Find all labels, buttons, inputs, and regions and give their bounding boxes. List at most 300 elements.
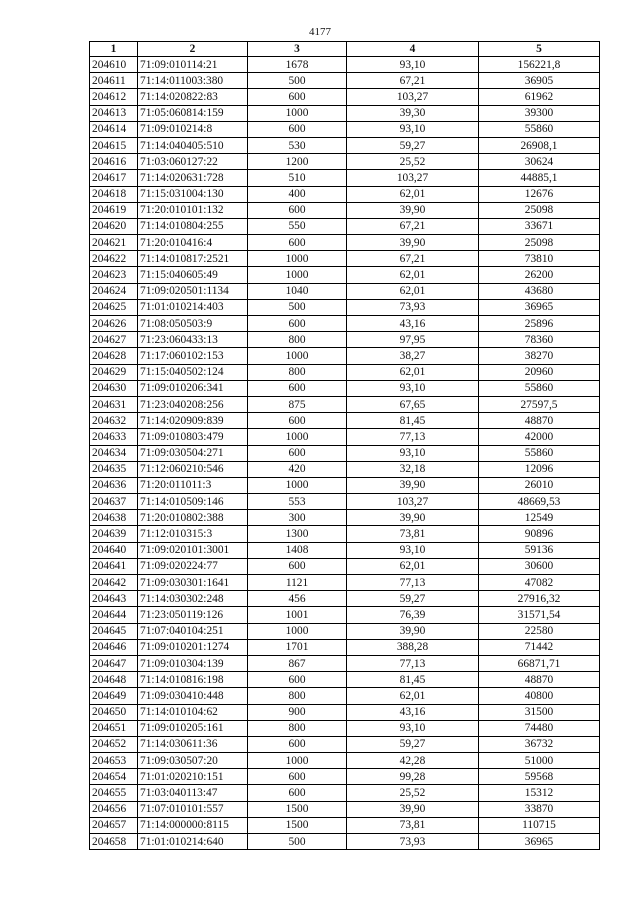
- rate-cell: 103,27: [347, 494, 479, 510]
- value-cell: 12096: [479, 461, 600, 477]
- cadastral-number-cell: 71:09:030504:271: [138, 445, 248, 461]
- rate-cell: 59,27: [347, 736, 479, 752]
- rate-cell: 93,10: [347, 121, 479, 137]
- value-cell: 26908,1: [479, 137, 600, 153]
- rate-cell: 67,21: [347, 251, 479, 267]
- table-row: [90, 607, 600, 623]
- value-cell: 25896: [479, 316, 600, 332]
- value-cell: 25098: [479, 235, 600, 251]
- area-cell: 600: [248, 121, 347, 137]
- value-cell: 44885,1: [479, 170, 600, 186]
- rate-cell: 73,93: [347, 834, 479, 850]
- table-row: [90, 688, 600, 704]
- table-row: [90, 445, 600, 461]
- area-cell: 1000: [248, 267, 347, 283]
- area-cell: 1200: [248, 154, 347, 170]
- rate-cell: 39,90: [347, 477, 479, 493]
- rate-cell: 76,39: [347, 607, 479, 623]
- value-cell: 36732: [479, 736, 600, 752]
- cadastral-number-cell: 71:20:010101:132: [138, 202, 248, 218]
- table-row: [90, 121, 600, 137]
- rate-cell: 93,10: [347, 720, 479, 736]
- record-number-cell: 204610: [90, 57, 138, 73]
- table-row: [90, 380, 600, 396]
- table-row: [90, 623, 600, 639]
- cadastral-number-cell: 71:09:010206:341: [138, 380, 248, 396]
- table-row: [90, 413, 600, 429]
- rate-cell: 77,13: [347, 429, 479, 445]
- value-cell: 22580: [479, 623, 600, 639]
- rate-cell: 81,45: [347, 413, 479, 429]
- cadastral-number-cell: 71:23:050119:126: [138, 607, 248, 623]
- column-header-4: 4: [347, 42, 479, 57]
- table-row: [90, 299, 600, 315]
- table-row: [90, 283, 600, 299]
- rate-cell: 39,90: [347, 623, 479, 639]
- cadastral-number-cell: 71:14:020822:83: [138, 89, 248, 105]
- rate-cell: 42,28: [347, 753, 479, 769]
- cadastral-number-cell: 71:09:020501:1134: [138, 283, 248, 299]
- value-cell: 12549: [479, 510, 600, 526]
- rate-cell: 39,90: [347, 801, 479, 817]
- rate-cell: 62,01: [347, 364, 479, 380]
- area-cell: 1000: [248, 105, 347, 121]
- table-row: [90, 639, 600, 655]
- value-cell: 90896: [479, 526, 600, 542]
- rate-cell: 62,01: [347, 283, 479, 299]
- value-cell: 27597,5: [479, 396, 600, 412]
- record-number-cell: 204611: [90, 73, 138, 89]
- area-cell: 600: [248, 413, 347, 429]
- record-number-cell: 204640: [90, 542, 138, 558]
- table-row: [90, 769, 600, 785]
- rate-cell: 62,01: [347, 186, 479, 202]
- value-cell: 38270: [479, 348, 600, 364]
- cadastral-number-cell: 71:09:030410:448: [138, 688, 248, 704]
- area-cell: 400: [248, 186, 347, 202]
- area-cell: 875: [248, 396, 347, 412]
- area-cell: 600: [248, 785, 347, 801]
- area-cell: 1300: [248, 526, 347, 542]
- area-cell: 420: [248, 461, 347, 477]
- cadastral-number-cell: 71:09:010201:1274: [138, 639, 248, 655]
- rate-cell: 43,16: [347, 316, 479, 332]
- table-row: [90, 461, 600, 477]
- column-header-2: 2: [138, 42, 248, 57]
- value-cell: 61962: [479, 89, 600, 105]
- area-cell: 600: [248, 558, 347, 574]
- table-row: [90, 396, 600, 412]
- rate-cell: 93,10: [347, 445, 479, 461]
- record-number-cell: 204612: [90, 89, 138, 105]
- record-number-cell: 204631: [90, 396, 138, 412]
- record-number-cell: 204646: [90, 639, 138, 655]
- value-cell: 20960: [479, 364, 600, 380]
- area-cell: 1678: [248, 57, 347, 73]
- record-number-cell: 204630: [90, 380, 138, 396]
- record-number-cell: 204625: [90, 299, 138, 315]
- record-number-cell: 204654: [90, 769, 138, 785]
- cadastral-number-cell: 71:20:011011:3: [138, 477, 248, 493]
- record-number-cell: 204649: [90, 688, 138, 704]
- record-number-cell: 204655: [90, 785, 138, 801]
- rate-cell: 59,27: [347, 591, 479, 607]
- table-row: [90, 57, 600, 73]
- record-number-cell: 204616: [90, 154, 138, 170]
- cadastral-number-cell: 71:14:010817:2521: [138, 251, 248, 267]
- area-cell: 600: [248, 380, 347, 396]
- rate-cell: 73,93: [347, 299, 479, 315]
- area-cell: 500: [248, 299, 347, 315]
- table-row: [90, 332, 600, 348]
- rate-cell: 43,16: [347, 704, 479, 720]
- record-number-cell: 204653: [90, 753, 138, 769]
- table-row: [90, 817, 600, 833]
- area-cell: 530: [248, 137, 347, 153]
- area-cell: 900: [248, 704, 347, 720]
- cadastral-number-cell: 71:23:040208:256: [138, 396, 248, 412]
- table-row: [90, 89, 600, 105]
- table-row: [90, 672, 600, 688]
- record-number-cell: 204619: [90, 202, 138, 218]
- area-cell: 456: [248, 591, 347, 607]
- table-row: [90, 494, 600, 510]
- value-cell: 78360: [479, 332, 600, 348]
- table-row: [90, 542, 600, 558]
- rate-cell: 62,01: [347, 558, 479, 574]
- value-cell: 71442: [479, 639, 600, 655]
- table-row: [90, 251, 600, 267]
- rate-cell: 39,90: [347, 510, 479, 526]
- area-cell: 600: [248, 769, 347, 785]
- table-row: [90, 558, 600, 574]
- rate-cell: 67,21: [347, 73, 479, 89]
- value-cell: 36905: [479, 73, 600, 89]
- record-number-cell: 204622: [90, 251, 138, 267]
- rate-cell: 38,27: [347, 348, 479, 364]
- area-cell: 800: [248, 332, 347, 348]
- record-number-cell: 204626: [90, 316, 138, 332]
- value-cell: 110715: [479, 817, 600, 833]
- column-header-3: 3: [248, 42, 347, 57]
- cadastral-number-cell: 71:03:040113:47: [138, 785, 248, 801]
- record-number-cell: 204641: [90, 558, 138, 574]
- value-cell: 59568: [479, 769, 600, 785]
- cadastral-number-cell: 71:12:010315:3: [138, 526, 248, 542]
- table-header-row: [90, 42, 600, 57]
- record-number-cell: 204652: [90, 736, 138, 752]
- record-number-cell: 204650: [90, 704, 138, 720]
- rate-cell: 25,52: [347, 785, 479, 801]
- area-cell: 1000: [248, 348, 347, 364]
- cadastral-number-cell: 71:09:010205:161: [138, 720, 248, 736]
- area-cell: 600: [248, 89, 347, 105]
- area-cell: 1001: [248, 607, 347, 623]
- rate-cell: 388,28: [347, 639, 479, 655]
- table-row: [90, 202, 600, 218]
- area-cell: 500: [248, 834, 347, 850]
- value-cell: 36965: [479, 834, 600, 850]
- area-cell: 510: [248, 170, 347, 186]
- rate-cell: 93,10: [347, 380, 479, 396]
- record-number-cell: 204628: [90, 348, 138, 364]
- record-number-cell: 204635: [90, 461, 138, 477]
- record-number-cell: 204639: [90, 526, 138, 542]
- rate-cell: 67,21: [347, 218, 479, 234]
- record-number-cell: 204629: [90, 364, 138, 380]
- record-number-cell: 204624: [90, 283, 138, 299]
- area-cell: 1701: [248, 639, 347, 655]
- rate-cell: 97,95: [347, 332, 479, 348]
- cadastral-number-cell: 71:14:010104:62: [138, 704, 248, 720]
- cadastral-number-cell: 71:14:030302:248: [138, 591, 248, 607]
- record-number-cell: 204632: [90, 413, 138, 429]
- column-header-5: 5: [479, 42, 600, 57]
- cadastral-number-cell: 71:01:010214:640: [138, 834, 248, 850]
- cadastral-number-cell: 71:14:020909:839: [138, 413, 248, 429]
- column-header-1: 1: [90, 42, 138, 57]
- record-number-cell: 204642: [90, 575, 138, 591]
- area-cell: 500: [248, 73, 347, 89]
- cadastral-number-cell: 71:05:060814:159: [138, 105, 248, 121]
- record-number-cell: 204618: [90, 186, 138, 202]
- value-cell: 48669,53: [479, 494, 600, 510]
- value-cell: 31571,54: [479, 607, 600, 623]
- area-cell: 600: [248, 672, 347, 688]
- table-row: [90, 510, 600, 526]
- area-cell: 1000: [248, 477, 347, 493]
- cadastral-number-cell: 71:09:010214:8: [138, 121, 248, 137]
- rate-cell: 32,18: [347, 461, 479, 477]
- value-cell: 27916,32: [479, 591, 600, 607]
- area-cell: 1040: [248, 283, 347, 299]
- cadastral-number-cell: 71:15:031004:130: [138, 186, 248, 202]
- value-cell: 30600: [479, 558, 600, 574]
- rate-cell: 81,45: [347, 672, 479, 688]
- table-row: [90, 575, 600, 591]
- value-cell: 15312: [479, 785, 600, 801]
- cadastral-number-cell: 71:14:020631:728: [138, 170, 248, 186]
- cadastral-number-cell: 71:15:040605:49: [138, 267, 248, 283]
- record-number-cell: 204643: [90, 591, 138, 607]
- area-cell: 1000: [248, 623, 347, 639]
- value-cell: 59136: [479, 542, 600, 558]
- area-cell: 300: [248, 510, 347, 526]
- area-cell: 800: [248, 364, 347, 380]
- cadastral-number-cell: 71:07:040104:251: [138, 623, 248, 639]
- area-cell: 800: [248, 720, 347, 736]
- cadastral-number-cell: 71:20:010416:4: [138, 235, 248, 251]
- value-cell: 33671: [479, 218, 600, 234]
- rate-cell: 99,28: [347, 769, 479, 785]
- value-cell: 36965: [479, 299, 600, 315]
- table-row: [90, 429, 600, 445]
- rate-cell: 73,81: [347, 526, 479, 542]
- record-number-cell: 204633: [90, 429, 138, 445]
- area-cell: 1408: [248, 542, 347, 558]
- area-cell: 550: [248, 218, 347, 234]
- record-number-cell: 204656: [90, 801, 138, 817]
- table-row: [90, 785, 600, 801]
- value-cell: 25098: [479, 202, 600, 218]
- value-cell: 47082: [479, 575, 600, 591]
- table-row: [90, 591, 600, 607]
- rate-cell: 77,13: [347, 575, 479, 591]
- record-number-cell: 204658: [90, 834, 138, 850]
- cadastral-number-cell: 71:09:020224:77: [138, 558, 248, 574]
- rate-cell: 103,27: [347, 89, 479, 105]
- cadastral-number-cell: 71:01:020210:151: [138, 769, 248, 785]
- cadastral-number-cell: 71:12:060210:546: [138, 461, 248, 477]
- table-row: [90, 526, 600, 542]
- record-number-cell: 204615: [90, 137, 138, 153]
- cadastral-number-cell: 71:14:010816:198: [138, 672, 248, 688]
- value-cell: 48870: [479, 672, 600, 688]
- cadastral-number-cell: 71:14:040405:510: [138, 137, 248, 153]
- cadastral-number-cell: 71:09:010304:139: [138, 655, 248, 671]
- value-cell: 55860: [479, 445, 600, 461]
- table-body: [90, 57, 600, 850]
- record-number-cell: 204614: [90, 121, 138, 137]
- rate-cell: 77,13: [347, 655, 479, 671]
- cadastral-number-cell: 71:09:010803:479: [138, 429, 248, 445]
- table-row: [90, 736, 600, 752]
- cadastral-number-cell: 71:14:011003:380: [138, 73, 248, 89]
- rate-cell: 73,81: [347, 817, 479, 833]
- area-cell: 1000: [248, 429, 347, 445]
- rate-cell: 62,01: [347, 688, 479, 704]
- value-cell: 33870: [479, 801, 600, 817]
- value-cell: 74480: [479, 720, 600, 736]
- table-row: [90, 137, 600, 153]
- area-cell: 600: [248, 235, 347, 251]
- table-row: [90, 348, 600, 364]
- record-number-cell: 204617: [90, 170, 138, 186]
- record-number-cell: 204623: [90, 267, 138, 283]
- area-cell: 800: [248, 688, 347, 704]
- value-cell: 39300: [479, 105, 600, 121]
- cadastral-number-cell: 71:14:010804:255: [138, 218, 248, 234]
- area-cell: 553: [248, 494, 347, 510]
- record-number-cell: 204638: [90, 510, 138, 526]
- cadastral-number-cell: 71:23:060433:13: [138, 332, 248, 348]
- record-number-cell: 204621: [90, 235, 138, 251]
- value-cell: 156221,8: [479, 57, 600, 73]
- table-row: [90, 235, 600, 251]
- record-number-cell: 204645: [90, 623, 138, 639]
- area-cell: 600: [248, 316, 347, 332]
- rate-cell: 67,65: [347, 396, 479, 412]
- rate-cell: 62,01: [347, 267, 479, 283]
- cadastral-number-cell: 71:01:010214:403: [138, 299, 248, 315]
- value-cell: 30624: [479, 154, 600, 170]
- area-cell: 600: [248, 736, 347, 752]
- rate-cell: 39,90: [347, 202, 479, 218]
- value-cell: 55860: [479, 380, 600, 396]
- table-row: [90, 655, 600, 671]
- record-number-cell: 204648: [90, 672, 138, 688]
- cadastral-number-cell: 71:08:050503:9: [138, 316, 248, 332]
- value-cell: 42000: [479, 429, 600, 445]
- table-row: [90, 186, 600, 202]
- record-number-cell: 204627: [90, 332, 138, 348]
- cadastral-number-cell: 71:09:030507:20: [138, 753, 248, 769]
- cadastral-number-cell: 71:07:010101:557: [138, 801, 248, 817]
- value-cell: 26200: [479, 267, 600, 283]
- value-cell: 12676: [479, 186, 600, 202]
- area-cell: 600: [248, 202, 347, 218]
- value-cell: 51000: [479, 753, 600, 769]
- data-table: [89, 41, 600, 850]
- rate-cell: 25,52: [347, 154, 479, 170]
- page-number: 4177: [309, 26, 331, 38]
- value-cell: 43680: [479, 283, 600, 299]
- table-row: [90, 105, 600, 121]
- area-cell: 1121: [248, 575, 347, 591]
- rate-cell: 39,30: [347, 105, 479, 121]
- area-cell: 1500: [248, 801, 347, 817]
- rate-cell: 103,27: [347, 170, 479, 186]
- value-cell: 73810: [479, 251, 600, 267]
- table-row: [90, 834, 600, 850]
- area-cell: 867: [248, 655, 347, 671]
- rate-cell: 59,27: [347, 137, 479, 153]
- record-number-cell: 204651: [90, 720, 138, 736]
- cadastral-number-cell: 71:17:060102:153: [138, 348, 248, 364]
- cadastral-number-cell: 71:14:010509:146: [138, 494, 248, 510]
- table-row: [90, 218, 600, 234]
- record-number-cell: 204644: [90, 607, 138, 623]
- table-row: [90, 801, 600, 817]
- table-row: [90, 720, 600, 736]
- cadastral-number-cell: 71:03:060127:22: [138, 154, 248, 170]
- record-number-cell: 204637: [90, 494, 138, 510]
- rate-cell: 39,90: [347, 235, 479, 251]
- record-number-cell: 204647: [90, 655, 138, 671]
- area-cell: 1000: [248, 753, 347, 769]
- record-number-cell: 204657: [90, 817, 138, 833]
- table-row: [90, 316, 600, 332]
- value-cell: 66871,71: [479, 655, 600, 671]
- rate-cell: 93,10: [347, 57, 479, 73]
- table-row: [90, 753, 600, 769]
- cadastral-number-cell: 71:14:000000:8115: [138, 817, 248, 833]
- record-number-cell: 204620: [90, 218, 138, 234]
- record-number-cell: 204613: [90, 105, 138, 121]
- table-row: [90, 704, 600, 720]
- cadastral-number-cell: 71:14:030611:36: [138, 736, 248, 752]
- table-row: [90, 170, 600, 186]
- rate-cell: 93,10: [347, 542, 479, 558]
- value-cell: 55860: [479, 121, 600, 137]
- record-number-cell: 204634: [90, 445, 138, 461]
- value-cell: 26010: [479, 477, 600, 493]
- cadastral-number-cell: 71:15:040502:124: [138, 364, 248, 380]
- cadastral-number-cell: 71:09:010114:21: [138, 57, 248, 73]
- table-row: [90, 73, 600, 89]
- table-row: [90, 364, 600, 380]
- value-cell: 40800: [479, 688, 600, 704]
- cadastral-number-cell: 71:09:020101:3001: [138, 542, 248, 558]
- value-cell: 48870: [479, 413, 600, 429]
- value-cell: 31500: [479, 704, 600, 720]
- table-row: [90, 267, 600, 283]
- cadastral-number-cell: 71:20:010802:388: [138, 510, 248, 526]
- area-cell: 1500: [248, 817, 347, 833]
- area-cell: 1000: [248, 251, 347, 267]
- record-number-cell: 204636: [90, 477, 138, 493]
- table-row: [90, 154, 600, 170]
